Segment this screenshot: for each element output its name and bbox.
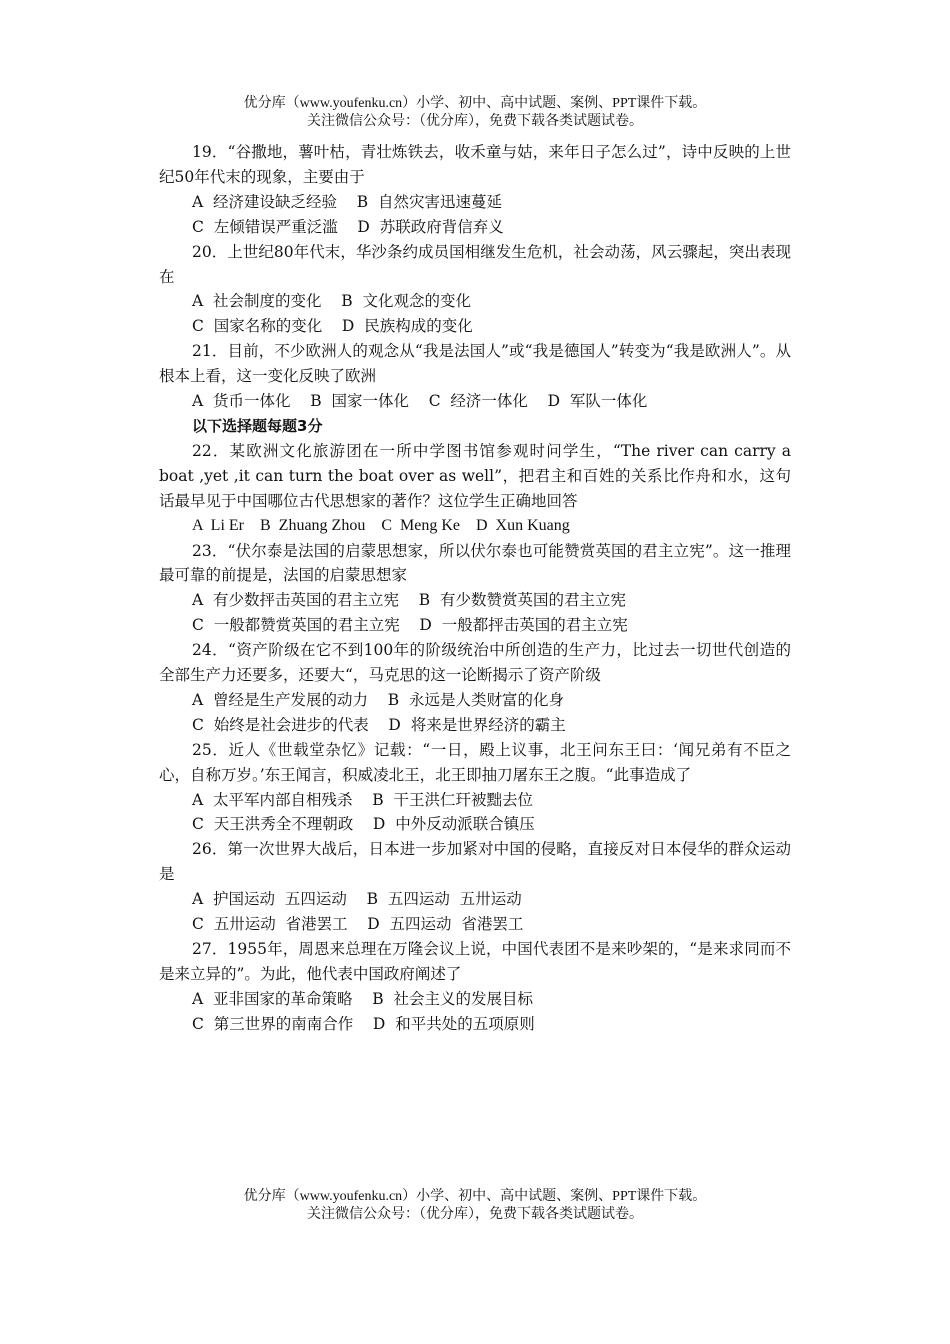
question-19-options-2: C 左倾错误严重泛滥 D 苏联政府背信弃义 [192,217,504,236]
question-25-stem: 25．近人《世载堂杂忆》记载：“一日，殿上议事，北王问东王曰：‘闻兄弟有不臣之心，自称万岁。’东王闻言，积威凌北王，北王即抽刀屠东王之腹。“此事造成了 [159,740,791,784]
question-27-options-2: C 第三世界的南南合作 D 和平共处的五项原则 [192,1014,535,1033]
question-26-options-2: C 五卅运动 省港罢工 D 五四运动 省港罢工 [192,915,524,934]
page-footer [0,1188,950,1224]
question-26-stem: 26．第一次世界大战后，日本进一步加紧对中国的侵略，直接反对日本侵华的群众运动是 [159,840,791,884]
page-header [0,95,950,131]
question-25-options-1: A 太平军内部自相残杀 B 干王洪仁玕被黜去位 [192,790,534,809]
exam-content [159,140,791,1037]
section-heading: 以下选择题每题3分 [192,416,323,435]
question-27-options-1: A 亚非国家的革命策略 B 社会主义的发展目标 [192,989,534,1008]
header-line-2: 关注微信公众号：（优分库），免费下载各类试题试卷。 [307,114,643,129]
header-line-1: 优分库（www.youfenku.cn）小学、初中、高中试题、案例、PPT课件下载。 [243,96,707,111]
question-23-stem: 23．“伏尔泰是法国的启蒙思想家，所以伏尔泰也可能赞赏英国的君主立宪”。这一推理最可靠的前提是，法国的启蒙思想家 [159,541,791,585]
question-23-options-2: C 一般都赞赏英国的君主立宪 D 一般都抨击英国的君主立宪 [192,616,628,635]
question-24-stem: 24．“资产阶级在它不到100年的阶级统治中所创造的生产力，比过去一切世代创造的全部生产力还要多，还要大“，马克思的这一论断揭示了资产阶级 [159,641,791,685]
question-22-options-1: A Li Er B Zhuang Zhou C Meng Ke D Xun Kuang [192,516,570,534]
question-19-stem: 19．“谷撒地，薯叶枯，青壮炼铁去，收禾童与姑，来年日子怎么过”，诗中反映的上世纪50年代末的现象，主要由于 [159,143,791,186]
question-27-stem: 27．1955年，周恩来总理在万隆会议上说，中国代表团不是来吵架的，“是来求同而不是来立异的”。为此，他代表中国政府阐述了 [159,940,791,983]
question-20-options-1: A 社会制度的变化 B 文化观念的变化 [192,292,472,311]
question-20-options-2: C 国家名称的变化 D 民族构成的变化 [192,317,473,336]
question-21-stem: 21．目前，不少欧洲人的观念从“我是法国人”或“我是德国人”转变为“我是欧洲人”。从根本上看，这一变化反映了欧洲 [159,342,791,386]
question-26-options-1: A 护国运动 五四运动 B 五四运动 五卅运动 [192,890,522,909]
question-22-stem: 22．某欧洲文化旅游团在一所中学图书馆参观时问学生，“The river can carry a boat ,yet ,it can turn the boat over as well”，把君主和百姓的关系比作舟和水，这句话最早见于中国哪位古代思想家的著作？这位学生正确地回答 [159,441,791,510]
footer-line-1: 优分库（www.youfenku.cn）小学、初中、高中试题、案例、PPT课件下载。 [243,1189,707,1204]
footer-line-2: 关注微信公众号：（优分库），免费下载各类试题试卷。 [307,1207,643,1222]
question-25-options-2: C 天王洪秀全不理朝政 D 中外反动派联合镇压 [192,815,535,834]
question-23-options-1: A 有少数抨击英国的君主立宪 B 有少数赞赏英国的君主立宪 [192,591,627,610]
question-19-options-1: A 经济建设缺乏经验 B 自然灾害迅速蔓延 [192,192,503,211]
question-24-options-2: C 始终是社会进步的代表 D 将来是世界经济的霸主 [192,715,566,734]
question-20-stem: 20．上世纪80年代末，华沙条约成员国相继发生危机，社会动荡，风云骤起，突出表现在 [159,242,791,286]
question-21-options-1: A 货币一体化 B 国家一体化 C 经济一体化 D 军队一体化 [192,392,648,411]
question-24-options-1: A 曾经是生产发展的动力 B 永远是人类财富的化身 [192,690,565,709]
